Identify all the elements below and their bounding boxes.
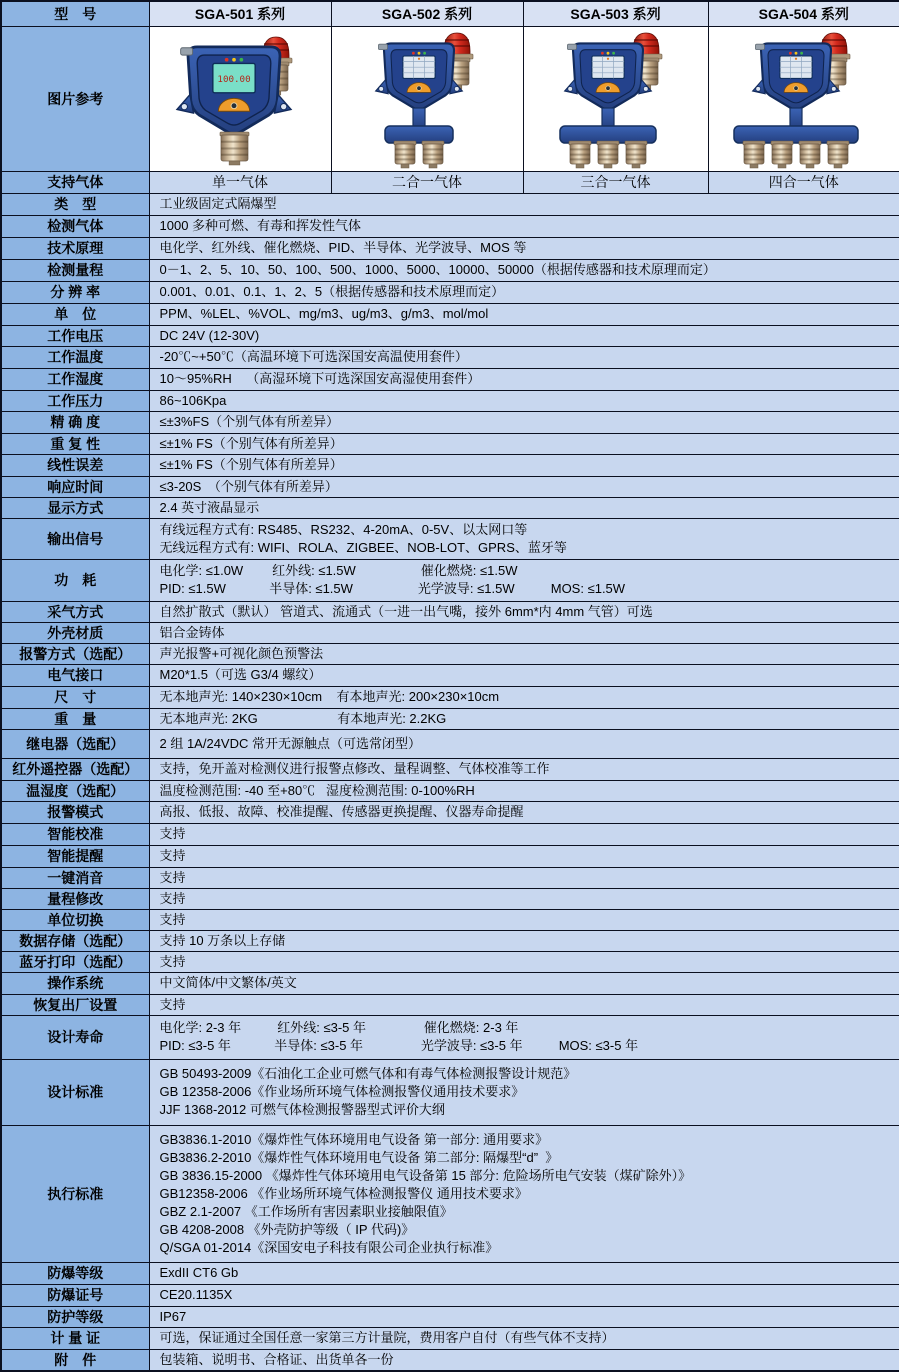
spec-value-line: JJF 1368-2012 可燃气体检测报警器型式评价大纲 [160, 1101, 894, 1119]
spec-row [1, 867, 899, 888]
spec-row-value [149, 476, 899, 497]
spec-value-line: 支持 [160, 869, 894, 887]
spec-row-value [149, 686, 899, 708]
spec-row-value [149, 454, 899, 476]
spec-row-value [149, 237, 899, 259]
spec-row-value [149, 1349, 899, 1371]
spec-row-value [149, 433, 899, 454]
spec-row-label: 防护等级 [1, 1306, 149, 1327]
spec-value-lines [150, 455, 899, 475]
spec-value-lines [150, 734, 899, 754]
spec-value-line: IP67 [160, 1308, 894, 1326]
device-illustration [152, 29, 328, 169]
spec-value-line: 包装箱、说明书、合格证、出货单各一份 [160, 1351, 894, 1369]
spec-row-value [149, 664, 899, 686]
spec-row [1, 281, 899, 303]
spec-row [1, 708, 899, 729]
spec-value-lines [150, 326, 899, 346]
spec-row [1, 930, 899, 951]
spec-row-label: 设计标准 [1, 1059, 149, 1125]
spec-value-line: 2.4 英寸液晶显示 [160, 499, 894, 517]
spec-row-value [149, 215, 899, 237]
spec-row-label: 工作电压 [1, 325, 149, 346]
spec-row-label: 单 位 [1, 303, 149, 325]
spec-value-lines [150, 1307, 899, 1327]
gas-row [1, 171, 899, 193]
spec-row [1, 1059, 899, 1125]
spec-value-line: ≤±1% FS（个别气体有所差异） [160, 435, 894, 453]
model-header-3: SGA-503 系列 [523, 1, 708, 26]
spec-row-label: 分 辨 率 [1, 281, 149, 303]
spec-row-label: 显示方式 [1, 497, 149, 518]
spec-value-lines [150, 709, 899, 729]
spec-value-line: GB 4208-2008 《外壳防护等级（ IP 代码)》 [160, 1221, 894, 1239]
spec-row [1, 1262, 899, 1284]
spec-value-line: 无本地声光: 140×230×10cm 有本地声光: 200×230×10cm [160, 688, 894, 706]
spec-row-value [149, 259, 899, 281]
model-header-1: SGA-501 系列 [149, 1, 331, 26]
device-illustration [339, 29, 515, 169]
spec-value-lines [150, 412, 899, 432]
device-image-sga-504 [708, 26, 899, 171]
spec-value-line: ≤±1% FS（个别气体有所差异） [160, 456, 894, 474]
spec-value-line: M20*1.5（可选 G3/4 螺纹） [160, 666, 894, 684]
spec-row-value [149, 994, 899, 1015]
spec-row-value [149, 909, 899, 930]
spec-value-line: 支持 [160, 911, 894, 929]
spec-row-value [149, 622, 899, 643]
spec-value-lines [150, 931, 899, 951]
spec-value-lines [150, 1328, 899, 1348]
spec-value-line: 电化学: 2-3 年 红外线: ≤3-5 年 催化燃烧: 2-3 年 [160, 1019, 894, 1037]
spec-row [1, 497, 899, 518]
header-label: 型 号 [1, 1, 149, 26]
spec-row-value [149, 1327, 899, 1349]
spec-value-line: 电化学: ≤1.0W 红外线: ≤1.5W 催化燃烧: ≤1.5W [160, 562, 894, 580]
spec-value-line: GB12358-2006 《作业场所环境气体检测报警仪 通用技术要求》 [160, 1185, 894, 1203]
spec-row [1, 454, 899, 476]
svg-text:100.00: 100.00 [217, 73, 250, 84]
spec-value-line: 支持 [160, 953, 894, 971]
spec-row [1, 951, 899, 972]
spec-row [1, 823, 899, 845]
spec-row [1, 729, 899, 758]
spec-row [1, 1349, 899, 1371]
spec-row-value [149, 1015, 899, 1059]
spec-value-lines [150, 238, 899, 258]
spec-value-lines [150, 665, 899, 685]
spec-value-lines [150, 1064, 899, 1120]
gas-type-cell: 四合一气体 [708, 171, 899, 193]
spec-row-label: 电气接口 [1, 664, 149, 686]
spec-value-lines [150, 369, 899, 389]
spec-value-line: GB 3836.15-2000 《爆炸性气体环境用电气设备第 15 部分: 危险场所电气安装（煤矿除外）》 [160, 1167, 894, 1185]
spec-row [1, 1327, 899, 1349]
spec-row-value [149, 325, 899, 346]
spec-row [1, 622, 899, 643]
spec-value-line: 有线远程方式有: RS485、RS232、4-20mA、0-5V、以太网口等 [160, 521, 894, 539]
spec-row-label: 智能校准 [1, 823, 149, 845]
spec-row-value [149, 758, 899, 780]
spec-row [1, 909, 899, 930]
spec-row [1, 518, 899, 559]
spec-row [1, 994, 899, 1015]
spec-value-line: 铝合金铸体 [160, 624, 894, 642]
spec-value-line: 0－1、2、5、10、50、100、500、1000、5000、10000、50000（根据传感器和技术原理而定） [160, 261, 894, 279]
spec-row-value [149, 1306, 899, 1327]
spec-value-lines [150, 602, 899, 622]
spec-row-label: 重 复 性 [1, 433, 149, 454]
spec-row [1, 325, 899, 346]
spec-row-label: 类 型 [1, 193, 149, 215]
spec-row-label: 红外遥控器（选配） [1, 758, 149, 780]
spec-row-label: 重 量 [1, 708, 149, 729]
spec-value-lines [150, 995, 899, 1015]
spec-value-lines [150, 1285, 899, 1305]
spec-value-lines [150, 687, 899, 707]
spec-value-line: 支持 [160, 890, 894, 908]
spec-row [1, 888, 899, 909]
device-image-sga-502 [331, 26, 523, 171]
spec-value-line: 自然扩散式（默认） 管道式、流通式（一进一出气嘴，接外 6mm*内 4mm 气管）可选 [160, 603, 894, 621]
spec-row-value [149, 281, 899, 303]
spec-row-value [149, 729, 899, 758]
spec-value-line: ExdII CT6 Gb [160, 1264, 894, 1282]
spec-row-value [149, 390, 899, 411]
spec-row-label: 防爆证号 [1, 1284, 149, 1306]
spec-value-line: 声光报警+可视化颜色预警法 [160, 645, 894, 663]
spec-row-label: 输出信号 [1, 518, 149, 559]
spec-value-line: 中文简体/中文繁体/英文 [160, 974, 894, 992]
spec-value-lines [150, 561, 899, 599]
spec-value-line: GB3836.1-2010《爆炸性气体环境用电气设备 第一部分: 通用要求》 [160, 1131, 894, 1149]
spec-row [1, 780, 899, 801]
header-row [1, 1, 899, 26]
spec-value-lines [150, 477, 899, 497]
spec-row [1, 476, 899, 497]
spec-value-line: 支持 [160, 847, 894, 865]
spec-row [1, 193, 899, 215]
spec-value-line: 支持，免开盖对检测仪进行报警点修改、量程调整、气体校准等工作 [160, 760, 894, 778]
spec-row-label: 温湿度（选配） [1, 780, 149, 801]
spec-row-value [149, 1125, 899, 1262]
spec-row [1, 346, 899, 368]
spec-row-value [149, 518, 899, 559]
spec-value-lines [150, 623, 899, 643]
spec-value-lines [150, 781, 899, 801]
spec-value-line: PID: ≤3-5 年 半导体: ≤3-5 年 光学波导: ≤3-5 年 MOS: ≤3-5 年 [160, 1037, 894, 1055]
spec-value-line: ≤±3%FS（个别气体有所差异） [160, 413, 894, 431]
spec-row-label: 操作系统 [1, 972, 149, 994]
spec-row-value [149, 643, 899, 664]
spec-row [1, 559, 899, 601]
spec-row [1, 368, 899, 390]
spec-value-lines [150, 194, 899, 214]
gas-row-label: 支持气体 [1, 171, 149, 193]
spec-value-line: 无线远程方式有: WIFI、ROLA、ZIGBEE、NOB-LOT、GPRS、蓝牙等 [160, 539, 894, 557]
spec-value-lines [150, 644, 899, 664]
spec-value-lines [150, 260, 899, 280]
spec-value-lines [150, 846, 899, 866]
spec-row-label: 设计寿命 [1, 1015, 149, 1059]
spec-row [1, 433, 899, 454]
gas-type-cell: 三合一气体 [523, 171, 708, 193]
device-illustration [528, 29, 704, 169]
spec-value-lines [150, 304, 899, 324]
spec-value-lines [150, 759, 899, 779]
spec-row-value [149, 411, 899, 433]
spec-value-lines [150, 952, 899, 972]
spec-value-line: 高报、低报、故障、校准提醒、传感器更换提醒、仪器寿命提醒 [160, 803, 894, 821]
device-image-sga-503 [523, 26, 708, 171]
image-row [1, 26, 899, 171]
spec-row-label: 一键消音 [1, 867, 149, 888]
spec-value-line: 工业级固定式隔爆型 [160, 195, 894, 213]
spec-row [1, 259, 899, 281]
spec-row-label: 报警模式 [1, 801, 149, 823]
spec-row-label: 报警方式（选配） [1, 643, 149, 664]
spec-row-value [149, 867, 899, 888]
spec-row [1, 686, 899, 708]
spec-row-label: 附 件 [1, 1349, 149, 1371]
spec-row-label: 执行标准 [1, 1125, 149, 1262]
spec-row-label: 工作压力 [1, 390, 149, 411]
spec-value-line: GB 12358-2006《作业场所环境气体检测报警仪通用技术要求》 [160, 1083, 894, 1101]
spec-row [1, 237, 899, 259]
spec-row-label: 尺 寸 [1, 686, 149, 708]
spec-row-label: 工作湿度 [1, 368, 149, 390]
spec-value-lines [150, 520, 899, 558]
spec-row-value [149, 708, 899, 729]
spec-value-lines [150, 802, 899, 822]
spec-row [1, 758, 899, 780]
spec-row-value [149, 497, 899, 518]
spec-row-value [149, 368, 899, 390]
spec-row [1, 215, 899, 237]
spec-value-lines [150, 498, 899, 518]
spec-value-lines [150, 1263, 899, 1283]
spec-row-value [149, 930, 899, 951]
spec-value-line: CE20.1135X [160, 1286, 894, 1304]
spec-row [1, 411, 899, 433]
spec-row-label: 继电器（选配） [1, 729, 149, 758]
spec-row [1, 664, 899, 686]
spec-row-label: 工作温度 [1, 346, 149, 368]
spec-value-lines [150, 889, 899, 909]
spec-value-lines [150, 1130, 899, 1258]
spec-row-value [149, 193, 899, 215]
spec-value-line: 支持 10 万条以上存储 [160, 932, 894, 950]
spec-value-lines [150, 216, 899, 236]
spec-row-label: 响应时间 [1, 476, 149, 497]
spec-value-line: 10～95%RH （高湿环境下可选深国安高湿使用套件） [160, 370, 894, 388]
spec-row-value [149, 346, 899, 368]
spec-value-lines [150, 434, 899, 454]
spec-value-lines [150, 824, 899, 844]
spec-row [1, 1306, 899, 1327]
spec-value-line: GB 50493-2009《石油化工企业可燃气体和有毒气体检测报警设计规范》 [160, 1065, 894, 1083]
spec-row-value [149, 303, 899, 325]
spec-value-line: DC 24V (12-30V) [160, 327, 894, 345]
spec-table-body [1, 1, 899, 1371]
spec-value-line: 可选，保证通过全国任意一家第三方计量院，费用客户自付（有些气体不支持） [160, 1329, 894, 1347]
spec-value-lines [150, 391, 899, 411]
spec-value-line: 温度检测范围: -40 至+80℃ 湿度检测范围: 0-100%RH [160, 782, 894, 800]
spec-row-label: 恢复出厂设置 [1, 994, 149, 1015]
spec-row-value [149, 845, 899, 867]
spec-row-label: 线性误差 [1, 454, 149, 476]
spec-value-lines [150, 1350, 899, 1370]
spec-value-line: PID: ≤1.5W 半导体: ≤1.5W 光学波导: ≤1.5W MOS: ≤1.5W [160, 580, 894, 598]
spec-row [1, 390, 899, 411]
image-row-label: 图片参考 [1, 26, 149, 171]
device-image-sga-501 [149, 26, 331, 171]
spec-value-lines [150, 1018, 899, 1056]
spec-value-line: 支持 [160, 825, 894, 843]
spec-row [1, 1125, 899, 1262]
spec-value-line: -20℃~+50℃（高温环境下可选深国安高温使用套件） [160, 348, 894, 366]
spec-row [1, 972, 899, 994]
spec-row [1, 1015, 899, 1059]
spec-value-line: 无本地声光: 2KG 有本地声光: 2.2KG [160, 710, 894, 728]
spec-row-value [149, 1059, 899, 1125]
spec-value-line: GB3836.2-2010《爆炸性气体环境用电气设备 第二部分: 隔爆型“d” 》 [160, 1149, 894, 1167]
spec-row-label: 计 量 证 [1, 1327, 149, 1349]
spec-value-line: 2 组 1A/24VDC 常开无源触点（可选常闭型） [160, 735, 894, 753]
gas-type-cell: 单一气体 [149, 171, 331, 193]
spec-value-line: 1000 多种可燃、有毒和挥发性气体 [160, 217, 894, 235]
spec-value-line: ≤3-20S （个别气体有所差异） [160, 478, 894, 496]
spec-value-lines [150, 868, 899, 888]
spec-row-label: 蓝牙打印（选配） [1, 951, 149, 972]
spec-row [1, 1284, 899, 1306]
spec-value-line: Q/SGA 01-2014《深国安电子科技有限公司企业执行标准》 [160, 1239, 894, 1257]
spec-row-label: 功 耗 [1, 559, 149, 601]
spec-row-value [149, 972, 899, 994]
model-header-4: SGA-504 系列 [708, 1, 899, 26]
spec-value-line: GBZ 2.1-2007 《工作场所有害因素职业接触限值》 [160, 1203, 894, 1221]
spec-row-label: 量程修改 [1, 888, 149, 909]
spec-row-value [149, 888, 899, 909]
spec-row-label: 单位切换 [1, 909, 149, 930]
spec-row [1, 303, 899, 325]
gas-type-cell: 二合一气体 [331, 171, 523, 193]
spec-row-label: 防爆等级 [1, 1262, 149, 1284]
spec-row-value [149, 1262, 899, 1284]
device-illustration [716, 29, 892, 169]
spec-value-lines [150, 347, 899, 367]
spec-row-label: 智能提醒 [1, 845, 149, 867]
spec-row-value [149, 1284, 899, 1306]
spec-row-label: 检测气体 [1, 215, 149, 237]
spec-row-value [149, 823, 899, 845]
spec-value-line: 0.001、0.01、0.1、1、2、5（根据传感器和技术原理而定） [160, 283, 894, 301]
spec-row-label: 采气方式 [1, 601, 149, 622]
spec-row-label: 技术原理 [1, 237, 149, 259]
spec-row [1, 601, 899, 622]
spec-row-value [149, 801, 899, 823]
spec-value-line: 电化学、红外线、催化燃烧、PID、半导体、光学波导、MOS 等 [160, 239, 894, 257]
spec-value-lines [150, 282, 899, 302]
spec-row [1, 643, 899, 664]
spec-row-value [149, 601, 899, 622]
spec-value-lines [150, 910, 899, 930]
spec-row-value [149, 559, 899, 601]
spec-row-label: 精 确 度 [1, 411, 149, 433]
spec-row-value [149, 951, 899, 972]
spec-value-line: 支持 [160, 996, 894, 1014]
spec-row [1, 845, 899, 867]
spec-row [1, 801, 899, 823]
model-header-2: SGA-502 系列 [331, 1, 523, 26]
spec-row-label: 检测量程 [1, 259, 149, 281]
spec-value-line: 86~106Kpa [160, 392, 894, 410]
spec-row-value [149, 780, 899, 801]
spec-value-line: PPM、%LEL、%VOL、mg/m3、ug/m3、g/m3、mol/mol [160, 305, 894, 323]
spec-row-label: 数据存储（选配） [1, 930, 149, 951]
spec-row-label: 外壳材质 [1, 622, 149, 643]
spec-value-lines [150, 973, 899, 993]
